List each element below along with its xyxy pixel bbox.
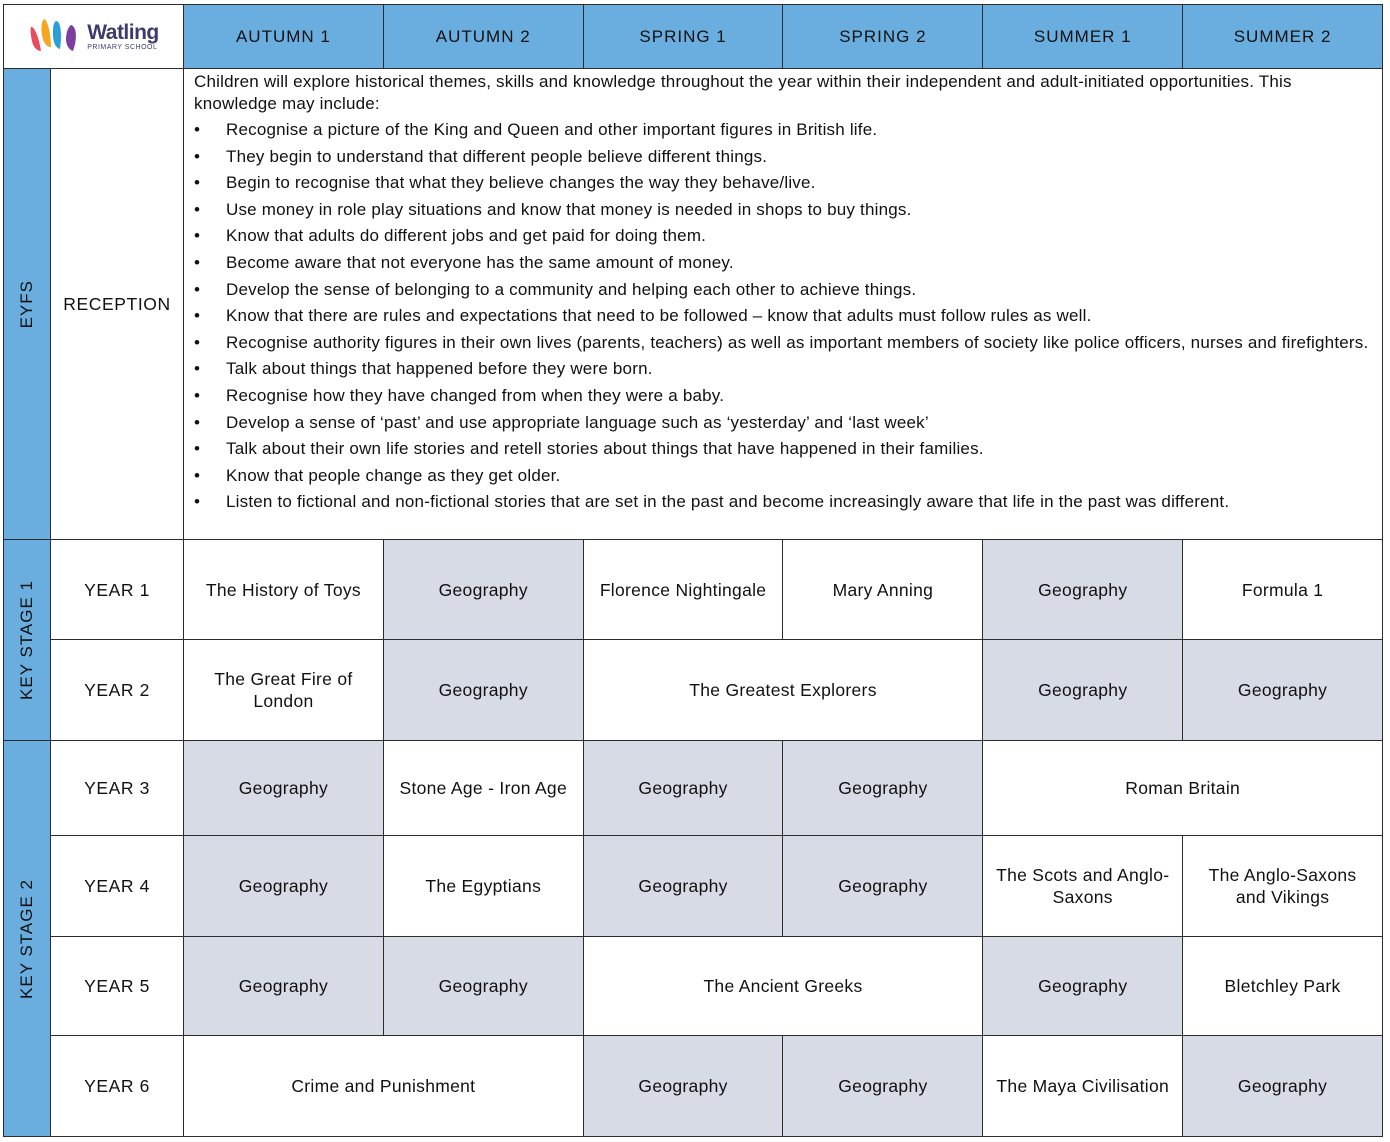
reception-item: • They begin to understand that different people believe different things. (204, 146, 1370, 168)
topic-cell: Geography (584, 836, 784, 937)
topic-cell: Stone Age - Iron Age (384, 741, 584, 836)
topic-cell: Geography (1183, 1036, 1383, 1137)
reception-content (184, 69, 1383, 540)
reception-item: • Recognise how they have changed from when they were a baby. (204, 385, 1370, 407)
topic-cell: Geography (384, 540, 584, 640)
term-header-autumn-1: AUTUMN 1 (184, 5, 384, 69)
reception-item: • Know that people change as they get older. (204, 465, 1370, 487)
curriculum-table (3, 4, 1383, 1137)
logo-petal-blue (53, 21, 61, 49)
term-header-spring-1: SPRING 1 (584, 5, 784, 69)
school-logo (4, 5, 184, 69)
stage-label-ks2 (4, 741, 51, 1137)
stage-ks1-text: KEY STAGE 1 (17, 580, 36, 700)
stage-label-eyfs (4, 69, 51, 540)
year-label-2: YEAR 2 (51, 640, 184, 741)
reception-item: • Know that there are rules and expectations that need to be followed – know that adults must follow rules as well. (204, 305, 1370, 327)
reception-intro: Children will explore historical themes, skills and knowledge throughout the year within their independent and adult-initiated opportunities. This knowledge may include: (194, 72, 1292, 113)
stage-ks2-text: KEY STAGE 2 (17, 878, 36, 999)
topic-cell: Geography (983, 640, 1183, 741)
reception-list (194, 119, 1370, 513)
year-label-3: YEAR 3 (51, 741, 184, 836)
topic-cell: Geography (584, 1036, 784, 1137)
topic-cell: The Great Fire of London (184, 640, 384, 741)
topic-cell: Geography (983, 937, 1183, 1036)
reception-item: • Begin to recognise that what they believe changes the way they behave/live. (204, 172, 1370, 194)
topic-cell: Geography (184, 741, 384, 836)
reception-item: • Develop the sense of belonging to a community and helping each other to achieve things. (204, 279, 1370, 301)
term-header-spring-2: SPRING 2 (783, 5, 983, 69)
topic-cell: Geography (184, 836, 384, 937)
topic-cell: The Scots and Anglo-Saxons (983, 836, 1183, 937)
topic-cell: Geography (783, 836, 983, 937)
logo-petal-red (31, 26, 41, 50)
topic-cell: Bletchley Park (1183, 937, 1383, 1036)
year-label-4: YEAR 4 (51, 836, 184, 937)
stage-label-ks1 (4, 540, 51, 741)
topic-cell: Geography (384, 937, 584, 1036)
logo-petal-orange (42, 19, 52, 47)
topic-cell: Geography (184, 937, 384, 1036)
term-header-summer-2: SUMMER 2 (1183, 5, 1383, 69)
year-label-6: YEAR 6 (51, 1036, 184, 1137)
reception-item: • Use money in role play situations and know that money is needed in shops to buy things. (204, 199, 1370, 221)
logo-wordmark (87, 22, 159, 51)
topic-cell: Mary Anning (783, 540, 983, 640)
logo-name: Watling (87, 21, 159, 44)
topic-cell: Crime and Punishment (184, 1036, 584, 1137)
topic-cell: Geography (1183, 640, 1383, 741)
topic-cell: Geography (584, 741, 784, 836)
reception-item: • Develop a sense of ‘past’ and use appropriate language such as ‘yesterday’ and ‘last week’ (204, 412, 1370, 434)
topic-cell: The Egyptians (384, 836, 584, 937)
year-label-reception: RECEPTION (51, 69, 184, 540)
reception-item: • Listen to fictional and non-fictional stories that are set in the past and become increasingly aware that life in the past was different. (204, 491, 1370, 513)
year-label-5: YEAR 5 (51, 937, 184, 1036)
reception-item: • Talk about things that happened before they were born. (204, 358, 1370, 380)
topic-cell: The Anglo-Saxons and Vikings (1183, 836, 1383, 937)
logo-mark-icon (28, 17, 84, 57)
topic-cell: Geography (983, 540, 1183, 640)
topic-cell: The Maya Civilisation (983, 1036, 1183, 1137)
term-header-autumn-2: AUTUMN 2 (384, 5, 584, 69)
reception-item: • Recognise a picture of the King and Queen and other important figures in British life. (204, 119, 1370, 141)
reception-item: • Talk about their own life stories and retell stories about things that have happened in their families. (204, 438, 1370, 460)
reception-item: • Become aware that not everyone has the same amount of money. (204, 252, 1370, 274)
topic-cell: Florence Nightingale (584, 540, 784, 640)
term-header-summer-1: SUMMER 1 (983, 5, 1183, 69)
topic-cell: The Greatest Explorers (584, 640, 984, 741)
year-label-1: YEAR 1 (51, 540, 184, 640)
logo-subtitle: PRIMARY SCHOOL (87, 44, 158, 51)
topic-cell: Geography (384, 640, 584, 741)
topic-cell: Geography (783, 1036, 983, 1137)
topic-cell: Geography (783, 741, 983, 836)
reception-item: • Recognise authority figures in their own lives (parents, teachers) as well as important members of society like police officers, nurses and firefighters. (204, 332, 1370, 354)
logo-petal-purple (66, 25, 76, 51)
topic-cell: The Ancient Greeks (584, 937, 984, 1036)
stage-eyfs-text: EYFS (17, 279, 36, 329)
topic-cell: Formula 1 (1183, 540, 1383, 640)
topic-cell: Roman Britain (983, 741, 1383, 836)
reception-item: • Know that adults do different jobs and get paid for doing them. (204, 225, 1370, 247)
topic-cell: The History of Toys (184, 540, 384, 640)
